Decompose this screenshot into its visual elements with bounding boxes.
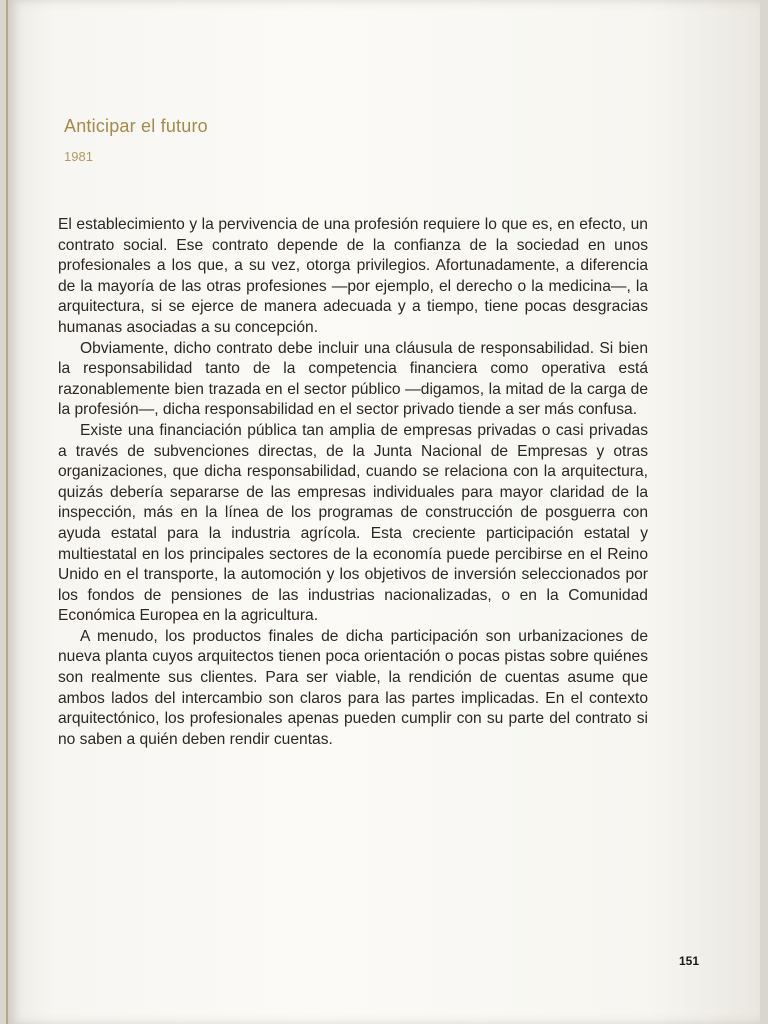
body-text (58, 215, 648, 750)
paragraph-2: Obviamente, dicho contrato debe incluir una cláusula de responsabilidad. Si bien la responsabilidad tanto de la competencia financiera como operativa está razonablemente bien trazada en el sector público —digamos, la mitad de la carga de la profesión—, dicha responsabilidad en el sector privado tiende a ser más confusa. (58, 339, 648, 419)
paragraph-3: Existe una financiación pública tan amplia de empresas privadas o casi privadas a través de subvenciones directas, de la Junta Nacional de Empresas y otras organizaciones, que dicha responsabilidad, cuando se relaciona con la arquitectura, quizás debería separarse de las empresas individuales para mayor claridad de la inspección, más en la línea de los programas de construcción de posguerra con ayuda estatal para la industria agrícola. Esta creciente participación estatal y multiestatal en los principales sectores de la economía puede percibirse en el Reino Unido en el transporte, la automoción y los objetivos de inversión seleccionados por los fondos de pensiones de las industrias nacionalizadas, o en la Comunidad Económica Europea en la agricultura. (58, 421, 648, 625)
chapter-header (64, 116, 208, 164)
chapter-year: 1981 (64, 149, 93, 164)
book-page (6, 0, 760, 1024)
paragraph-4: A menudo, los productos finales de dicha participación son urbanizaciones de nueva planta cuyos arquitectos tienen poca orientación o pocas pistas sobre quiénes son realmente sus clientes. Para ser viable, la rendición de cuentas asume que ambos lados del intercambio son claros para las partes implicadas. En el contexto arquitectónico, los profesionales apenas pueden cumplir con su parte del contrato si no saben a quién deben rendir cuentas. (58, 627, 648, 748)
page-number: 151 (679, 954, 700, 968)
chapter-title: Anticipar el futuro (64, 116, 208, 136)
paragraph-1: El establecimiento y la pervivencia de una profesión requiere lo que es, en efecto, un contrato social. Ese contrato depende de la confianza de la sociedad en unos profesionales a los que, a su vez, otorga privilegios. Afortunadamente, a diferencia de la mayoría de las otras profesiones —por ejemplo, el derecho o la medicina—, la arquitectura, si se ejerce de manera adecuada y a tiempo, tiene pocas desgracias humanas asociadas a su concepción. (58, 216, 648, 336)
